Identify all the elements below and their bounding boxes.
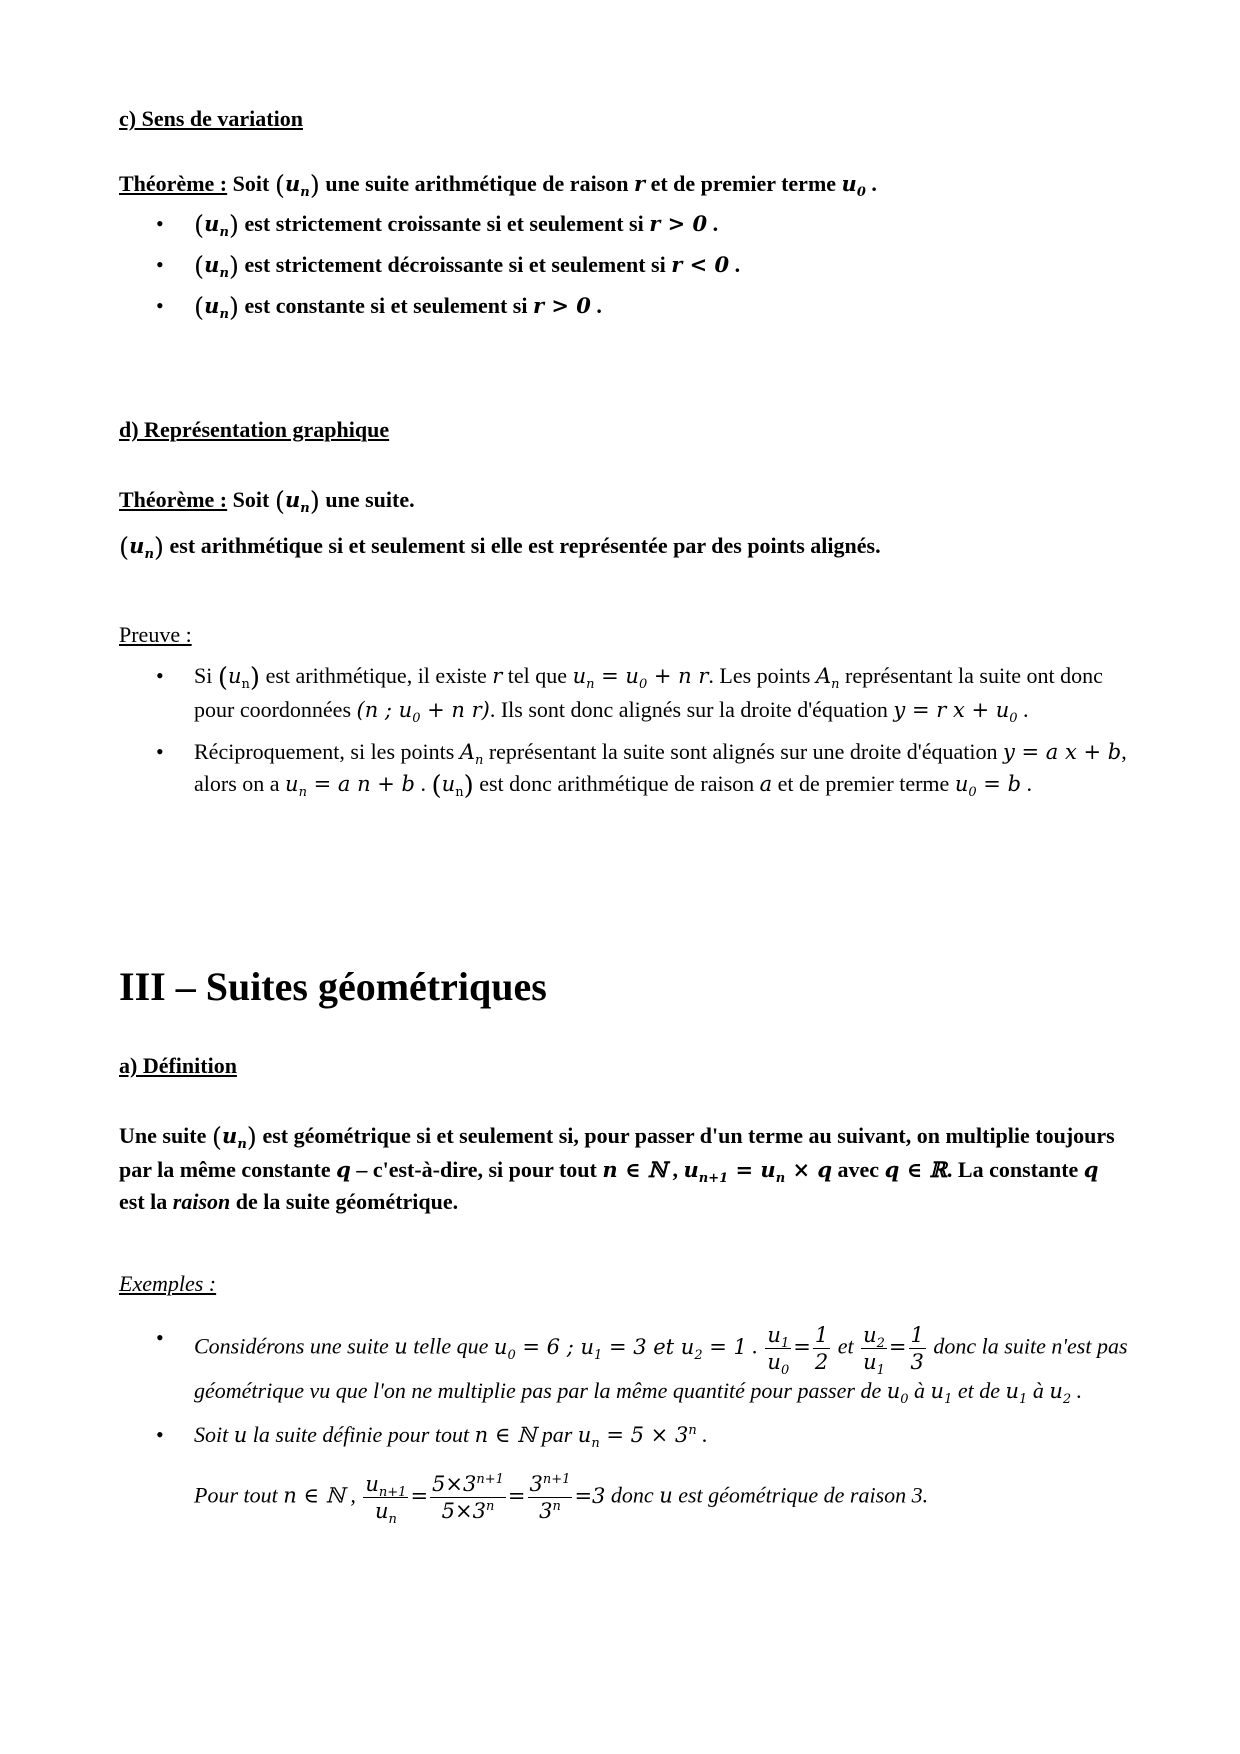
- math-u0: $u_0$: [841, 171, 866, 201]
- section-III-title: III – Suites géométriques: [119, 964, 547, 1009]
- proof-text: Si: [194, 663, 213, 688]
- example-text: donc: [610, 1482, 654, 1508]
- math-u1: $u_1$: [1005, 1379, 1028, 1408]
- math-a: a: [759, 772, 773, 796]
- math-r: r: [492, 664, 503, 688]
- theorem-label: Théorème :: [119, 487, 228, 512]
- section-d-heading: d) Représentation graphique: [119, 417, 390, 442]
- preuve-label: Preuve :: [119, 622, 192, 647]
- list-item: • Considérons une suite u telle que $u_0 = 6$ ; $u_1 = 3$ et $u_2 = 1$ . $\frac{u_1}{u_0}$ = $\frac{1}{2}$ et $\frac{u_2}{u_1}$ = $\frac{1}{3}$ donc la suite n'est pas géométrique vu que l'on ne multiplie pas par la même quantité pour passer de $u_0$ à $u_1$ et de $u_1$ à $u_2$ .: [119, 1322, 1129, 1407]
- def-raison: raison: [172, 1189, 231, 1214]
- def-text: . La constante: [946, 1157, 1079, 1182]
- example-text: donc la suite n'est pas géométrique vu que l'on ne multiplie pas par la même quantité pour passer de: [194, 1333, 1128, 1403]
- math-fraction: $\frac{u_1}{u_0}$ = $\frac{1}{2}$: [767, 1323, 829, 1379]
- example-text: Pour tout: [194, 1482, 278, 1508]
- math-fraction: $\frac{u_{n+1}}{u_n}$ = $\frac{5\times 3^{n+1}}{5\times 3^n}$ = $\frac{3^{n+1}}{3^n}$ =3: [365, 1472, 606, 1528]
- list-item: • $(u_n)$ est strictement croissante si et seulement si r > 0 .: [119, 208, 1129, 249]
- math-un: $(u_n)$: [194, 252, 240, 282]
- proof-text: tel que: [507, 663, 568, 688]
- def-text: est géométrique si et seulement si, pour passer d'un terme au suivant, on multiplie toujours par la même constante: [119, 1123, 1115, 1182]
- proof-list: [119, 660, 1129, 802]
- theorem-graph: [119, 484, 1129, 518]
- def-text: Une suite: [119, 1123, 207, 1148]
- proof-text: est arithmétique, il existe: [265, 663, 487, 688]
- math-fraction: $\frac{u_2}{u_1}$ = $\frac{1}{3}$: [863, 1323, 924, 1379]
- math-un: $(u_n)$: [274, 171, 320, 201]
- theorem-text: Soit: [232, 171, 270, 196]
- example-calc-line: Pour tout n ∈ ℕ , $\frac{u_{n+1}}{u_n}$ = $\frac{5\times 3^{n+1}}{5\times 3^n}$ = $\frac{3^{n+1}}{3^n}$ =3 donc u est géométrique de raison 3.: [194, 1472, 929, 1528]
- theorem-text: est arithmétique si et seulement si elle est représentée par des points alignés.: [169, 533, 881, 558]
- theorem-text: une suite arithmétique de raison: [325, 171, 629, 196]
- math-formula: y = a x + b: [1002, 740, 1122, 764]
- math-formula: y = r $x + u_0$: [893, 698, 1018, 727]
- math-un: $(u_n)$: [217, 663, 261, 693]
- math-u0: $u_0$: [886, 1379, 909, 1408]
- math-formula: $u_n = a$ n + b: [285, 772, 415, 801]
- math-condition: r > 0: [532, 293, 591, 318]
- math-formula: (n ; $u_0 + n$ r): [356, 698, 490, 727]
- example-text: à: [914, 1378, 926, 1403]
- list-item: • $(u_n)$ est strictement décroissante si et seulement si r < 0 .: [119, 249, 1129, 290]
- theorem-label: Théorème :: [119, 171, 228, 196]
- math-condition: r < 0: [671, 252, 730, 277]
- math-u2: $u_2$: [1049, 1379, 1072, 1408]
- theorem-text: une suite.: [325, 487, 415, 512]
- theorem-text: Soit: [232, 487, 270, 512]
- def-text: avec: [837, 1157, 880, 1182]
- example-text: est géométrique de raison 3.: [678, 1482, 929, 1508]
- math-q: q: [336, 1157, 351, 1182]
- example-text: et de: [957, 1378, 1000, 1403]
- example-text: par: [541, 1422, 573, 1447]
- proof-text: . Ils sont donc alignés sur la droite d'équation: [489, 697, 888, 722]
- list-item: • Soit u la suite définie pour tout n ∈ ℕ par $u_n = 5 \times 3^n$ . Pour tout n ∈ ℕ , $\frac{u_{n+1}}{u_n}$ = $\frac{5\times 3^{n+1}}{5\times 3^n}$ = $\frac{3^{n+1}}{3^n}$ =3 donc u est géométrique de raison 3.: [119, 1419, 1129, 1524]
- list-item: • Réciproquement, si les points $A_n$ représentant la suite sont alignés sur une droite d'équation y = a x + b, alors on a $u_n = a$ n + b . $(u_n)$ est donc arithmétique de raison a et de premier terme $u_0 = b$ .: [119, 736, 1129, 802]
- math-u: u: [394, 1334, 408, 1359]
- math-r: r: [633, 171, 646, 196]
- item-text: est strictement décroissante si et seulement si: [244, 252, 666, 277]
- proof-text: Réciproquement, si les points: [194, 739, 455, 764]
- example-text: Soit: [194, 1422, 229, 1447]
- math-un: $(u_n)$: [274, 487, 320, 517]
- variation-list: [119, 208, 1129, 331]
- proof-text: représentant la suite sont alignés sur une droite d'équation: [488, 739, 998, 764]
- math-un: $(u_n)$: [211, 1123, 257, 1153]
- math-An: $A_n$: [815, 664, 840, 693]
- list-item: • Si $(u_n)$ est arithmétique, il existe r tel que $u_n = u_0 + n$ r. Les points $A_n$ représentant la suite ont donc pour coordonnées (n ; $u_0 + n$ r). Ils sont donc alignés sur la droite d'équation y = r $x + u_0$ .: [119, 660, 1129, 726]
- theorem-variation: Théorème : Soit $(u_n)$ une suite arithmétique de raison r et de premier terme $u_0$ .: [119, 171, 877, 201]
- proof-text: est donc arithmétique de raison: [479, 771, 755, 796]
- examples-list: [119, 1322, 1129, 1528]
- section-c-heading: c) Sens de variation: [119, 106, 303, 131]
- math-formula: q ∈ ℝ: [884, 1157, 947, 1182]
- example-text: Considérons une suite: [194, 1333, 389, 1359]
- math-u1: $u_1$: [930, 1379, 953, 1408]
- math-formula: $u_0 = 6$ ; $u_1 = 3$ et $u_2 = 1$: [493, 1334, 747, 1363]
- exemples-label: Exemples :: [119, 1271, 217, 1296]
- math-q: q: [1083, 1157, 1099, 1182]
- math-formula: $u_n = u_0 + n$ r: [572, 664, 709, 693]
- definition-heading: a) Définition: [119, 1053, 237, 1078]
- math-u: u: [233, 1423, 248, 1447]
- item-text: est constante si et seulement si: [244, 293, 528, 318]
- math-formula: n ∈ ℕ: [474, 1423, 537, 1447]
- math-An: $A_n$: [459, 740, 484, 769]
- definition-text: Une suite $(u_n)$ est géométrique si et seulement si, pour passer d'un terme au suivant, on multiplie toujours par la même constante q – c'est-à-dire, si pour tout n ∈ ℕ , $u_{n+1} = u_n \times q$ avec q ∈ ℝ. La constante q est la raison de la suite géométrique.: [119, 1123, 1115, 1214]
- math-un: $(u_n)$: [431, 771, 474, 801]
- math-formula: n ∈ ℕ: [602, 1157, 668, 1182]
- math-condition: r > 0: [649, 211, 708, 236]
- math-formula: $u_{n+1} = u_n \times q$: [683, 1157, 833, 1187]
- example-text: et: [837, 1333, 854, 1359]
- math-formula: n ∈ ℕ: [283, 1483, 345, 1508]
- proof-text: . Les points: [708, 663, 811, 688]
- item-text: est strictement croissante si et seulement si: [244, 211, 644, 236]
- def-text: est la: [119, 1189, 168, 1214]
- theorem-text: et de premier terme: [650, 171, 837, 196]
- theorem-graph-line2: [119, 530, 1129, 564]
- math-formula: $u_n = 5 \times 3^n$: [577, 1423, 697, 1452]
- proof-text: .: [420, 771, 426, 796]
- def-text: – c'est-à-dire, si pour tout: [356, 1157, 597, 1182]
- math-u: u: [659, 1483, 673, 1508]
- example-text: la suite définie pour tout: [252, 1422, 470, 1447]
- math-un: $(u_n)$: [194, 293, 240, 323]
- example-text: à: [1032, 1378, 1044, 1403]
- math-un: $(u_n)$: [119, 533, 165, 563]
- proof-text: représentant la suite ont donc pour coordonnées: [194, 663, 1103, 722]
- example-text: telle que: [413, 1333, 489, 1359]
- math-un: $(u_n)$: [194, 211, 240, 241]
- proof-text: , alors on a: [194, 739, 1127, 796]
- math-formula: $u_0 = b$: [954, 772, 1022, 801]
- def-text: de la suite géométrique.: [235, 1189, 459, 1214]
- proof-text: et de premier terme: [777, 771, 950, 796]
- list-item: • $(u_n)$ est constante si et seulement si r > 0 .: [119, 290, 1129, 331]
